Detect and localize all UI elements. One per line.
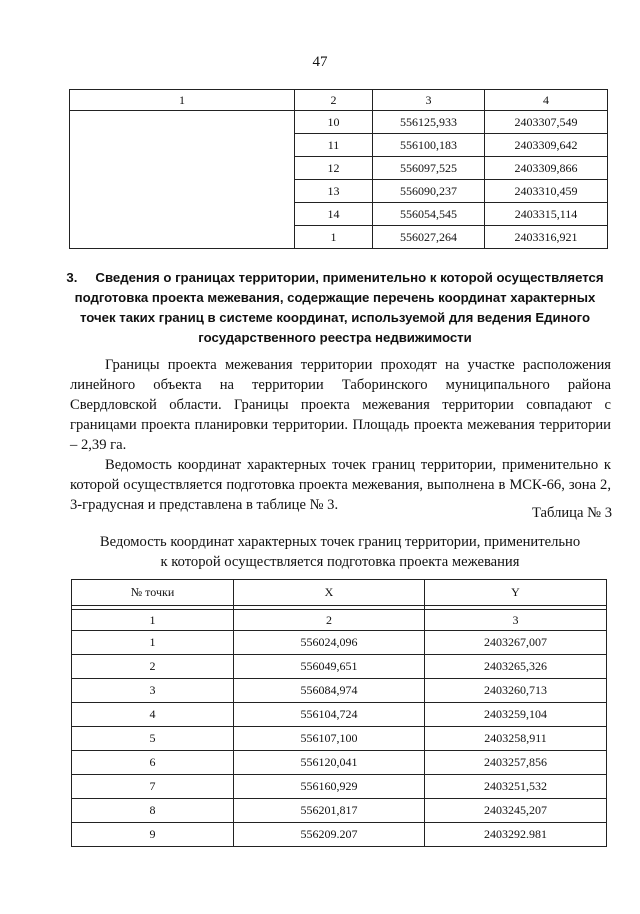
table-row [72, 703, 607, 727]
x-coordinate-cell: 556027,264 [373, 226, 485, 249]
column-header: 2 [295, 90, 373, 111]
point-number-cell: 4 [72, 703, 234, 727]
y-coordinate-cell: 2403258,911 [425, 727, 607, 751]
point-number-cell: 5 [72, 727, 234, 751]
table-row [72, 679, 607, 703]
point-number-cell: 1 [295, 226, 373, 249]
x-coordinate-cell: 556084,974 [234, 679, 425, 703]
page-number: 47 [312, 54, 328, 70]
y-coordinate-cell: 2403265,326 [425, 655, 607, 679]
table-row [72, 751, 607, 775]
column-number: 3 [425, 610, 607, 631]
coordinates-table-continuation [69, 89, 608, 249]
column-header: № точки [72, 580, 234, 606]
y-coordinate-cell: 2403292.981 [425, 823, 607, 847]
table-row [72, 655, 607, 679]
table-row [72, 727, 607, 751]
y-coordinate-cell: 2403307,549 [485, 111, 608, 134]
point-number-cell: 3 [72, 679, 234, 703]
column-number-row [72, 610, 607, 631]
table-caption-line: к которой осуществляется подготовка проекта межевания [160, 554, 520, 570]
body-text [70, 355, 611, 515]
point-number-cell: 2 [72, 655, 234, 679]
x-coordinate-cell: 556107,100 [234, 727, 425, 751]
y-coordinate-cell: 2403251,532 [425, 775, 607, 799]
table-caption [60, 532, 620, 572]
table-header-row [72, 580, 607, 606]
x-coordinate-cell: 556100,183 [373, 134, 485, 157]
y-coordinate-cell: 2403260,713 [425, 679, 607, 703]
paragraph: Ведомость координат характерных точек границ территории, применительно к которой осуществляется подготовка проекта межевания, выполнена в МСК-66, зона 2, 3-градусная и представлена в таблице № 3. [70, 457, 611, 513]
coordinates-table-3 [71, 579, 607, 847]
x-coordinate-cell: 556049,651 [234, 655, 425, 679]
table-row [72, 799, 607, 823]
point-number-cell: 6 [72, 751, 234, 775]
merged-empty-cell [70, 111, 295, 249]
y-coordinate-cell: 2403309,866 [485, 157, 608, 180]
y-coordinate-cell: 2403257,856 [425, 751, 607, 775]
x-coordinate-cell: 556125,933 [373, 111, 485, 134]
table-caption-line: Ведомость координат характерных точек границ территории, применительно [99, 534, 581, 550]
point-number-cell: 8 [72, 799, 234, 823]
y-coordinate-cell: 2403309,642 [485, 134, 608, 157]
column-number: 2 [234, 610, 425, 631]
column-header: 1 [70, 90, 295, 111]
x-coordinate-cell: 556201,817 [234, 799, 425, 823]
point-number-cell: 1 [72, 631, 234, 655]
table-header-row [70, 90, 608, 111]
y-coordinate-cell: 2403267,007 [425, 631, 607, 655]
x-coordinate-cell: 556104,724 [234, 703, 425, 727]
table-label: Таблица № 3 [532, 505, 612, 521]
y-coordinate-cell: 2403315,114 [485, 203, 608, 226]
table-row [70, 111, 608, 134]
point-number-cell: 7 [72, 775, 234, 799]
point-number-cell: 10 [295, 111, 373, 134]
x-coordinate-cell: 556120,041 [234, 751, 425, 775]
x-coordinate-cell: 556054,545 [373, 203, 485, 226]
section-title: Сведения о границах территории, применительно к которой осуществляется подготовка проекта межевания, содержащие перечень координат характерных точек таких границ в системе координат, используемой для ведения Единого государственного реестра недвижимости [74, 270, 604, 345]
point-number-cell: 11 [295, 134, 373, 157]
point-number-cell: 12 [295, 157, 373, 180]
table-row [72, 823, 607, 847]
section-heading [60, 268, 610, 348]
x-coordinate-cell: 556024,096 [234, 631, 425, 655]
table-row [72, 775, 607, 799]
y-coordinate-cell: 2403245,207 [425, 799, 607, 823]
y-coordinate-cell: 2403259,104 [425, 703, 607, 727]
column-header: 4 [485, 90, 608, 111]
paragraph: Границы проекта межевания территории проходят на участке расположения линейного объекта на территории Таборинского муниципального района Свердловской области. Границы проекта межевания территории совпадают с границами проекта планировки территории. Площадь проекта межевания территории – 2,39 га. [70, 357, 611, 453]
x-coordinate-cell: 556160,929 [234, 775, 425, 799]
x-coordinate-cell: 556209.207 [234, 823, 425, 847]
y-coordinate-cell: 2403316,921 [485, 226, 608, 249]
column-number: 1 [72, 610, 234, 631]
section-number: 3. [66, 270, 78, 285]
column-header: 3 [373, 90, 485, 111]
x-coordinate-cell: 556097,525 [373, 157, 485, 180]
point-number-cell: 14 [295, 203, 373, 226]
point-number-cell: 9 [72, 823, 234, 847]
x-coordinate-cell: 556090,237 [373, 180, 485, 203]
column-header: Y [425, 580, 607, 606]
point-number-cell: 13 [295, 180, 373, 203]
column-header: X [234, 580, 425, 606]
table-row [72, 631, 607, 655]
y-coordinate-cell: 2403310,459 [485, 180, 608, 203]
